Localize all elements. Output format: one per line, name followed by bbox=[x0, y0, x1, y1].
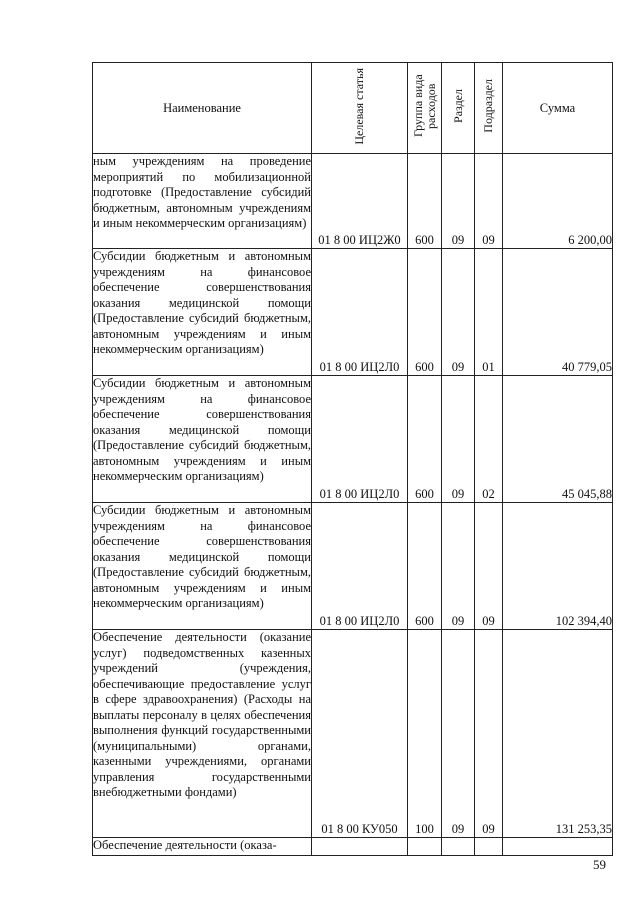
row-group: 600 bbox=[408, 249, 442, 376]
row-subsection: 09 bbox=[475, 503, 503, 630]
table-row bbox=[93, 249, 613, 376]
header-group: Группа вида расходов bbox=[408, 63, 442, 154]
row-section: 09 bbox=[442, 503, 475, 630]
row-subsection: 09 bbox=[475, 154, 503, 249]
header-name: Наименование bbox=[93, 63, 312, 154]
row-subsection: 02 bbox=[475, 376, 503, 503]
row-section: 09 bbox=[442, 154, 475, 249]
row-target: 01 8 00 КУ050 bbox=[312, 630, 408, 838]
row-name: Обеспечение деятельности (оказание услуг) подведомственных казенных учреждений (учреждения, обеспечивающие предоставление услуг в сфере здравоохранения) (Расходы на выплаты персоналу в целях обеспечения выполнения функций государственными (муниципальными) органами, казенными учреждениями, органами управления государственными внебюджетными фондами) bbox=[93, 630, 312, 838]
header-subsection: Подраздел bbox=[475, 63, 503, 154]
header-section: Раздел bbox=[442, 63, 475, 154]
row-name: ным учреждениям на проведение мероприятий по мобилизационной подготовке (Предоставление субсидий бюджетным, автономным учреждениям и иным некоммерческим организациям) bbox=[93, 154, 312, 249]
page-number: 59 bbox=[593, 857, 606, 872]
row-group: 600 bbox=[408, 154, 442, 249]
row-subsection: 09 bbox=[475, 630, 503, 838]
row-section: 09 bbox=[442, 249, 475, 376]
row-group bbox=[408, 838, 442, 856]
row-section: 09 bbox=[442, 376, 475, 503]
row-target: 01 8 00 ИЦ2Ж0 bbox=[312, 154, 408, 249]
row-name: Субсидии бюджетным и автономным учреждениям на финансовое обеспечение совершенствования оказания медицинской помощи (Предоставление субсидий бюджетным, автономным учреждениям и иным некоммерческим организациям) bbox=[93, 503, 312, 630]
row-target: 01 8 00 ИЦ2Л0 bbox=[312, 249, 408, 376]
row-group: 600 bbox=[408, 376, 442, 503]
row-group: 100 bbox=[408, 630, 442, 838]
row-sum: 40 779,05 bbox=[503, 249, 613, 376]
row-sum: 131 253,35 bbox=[503, 630, 613, 838]
table-row bbox=[93, 503, 613, 630]
budget-table bbox=[92, 62, 613, 856]
header-sum: Сумма bbox=[503, 63, 613, 154]
row-section bbox=[442, 838, 475, 856]
row-target: 01 8 00 ИЦ2Л0 bbox=[312, 503, 408, 630]
row-subsection: 01 bbox=[475, 249, 503, 376]
table-row bbox=[93, 376, 613, 503]
row-sum bbox=[503, 838, 613, 856]
table-row bbox=[93, 154, 613, 249]
row-name: Обеспечение деятельности (оказа- bbox=[93, 838, 312, 856]
row-name: Субсидии бюджетным и автономным учреждениям на финансовое обеспечение совершенствования оказания медицинской помощи (Предоставление субсидий бюджетным, автономным учреждениям и иным некоммерческим организациям) bbox=[93, 249, 312, 376]
table-header-row bbox=[93, 63, 613, 154]
row-sum: 45 045,88 bbox=[503, 376, 613, 503]
table-row bbox=[93, 630, 613, 838]
row-name: Субсидии бюджетным и автономным учреждениям на финансовое обеспечение совершенствования оказания медицинской помощи (Предоставление субсидий бюджетным, автономным учреждениям и иным некоммерческим организациям) bbox=[93, 376, 312, 503]
row-group: 600 bbox=[408, 503, 442, 630]
row-section: 09 bbox=[442, 630, 475, 838]
row-target: 01 8 00 ИЦ2Л0 bbox=[312, 376, 408, 503]
row-subsection bbox=[475, 838, 503, 856]
row-sum: 6 200,00 bbox=[503, 154, 613, 249]
header-target: Целевая статья bbox=[312, 63, 408, 154]
row-target bbox=[312, 838, 408, 856]
table-row bbox=[93, 838, 613, 856]
row-sum: 102 394,40 bbox=[503, 503, 613, 630]
